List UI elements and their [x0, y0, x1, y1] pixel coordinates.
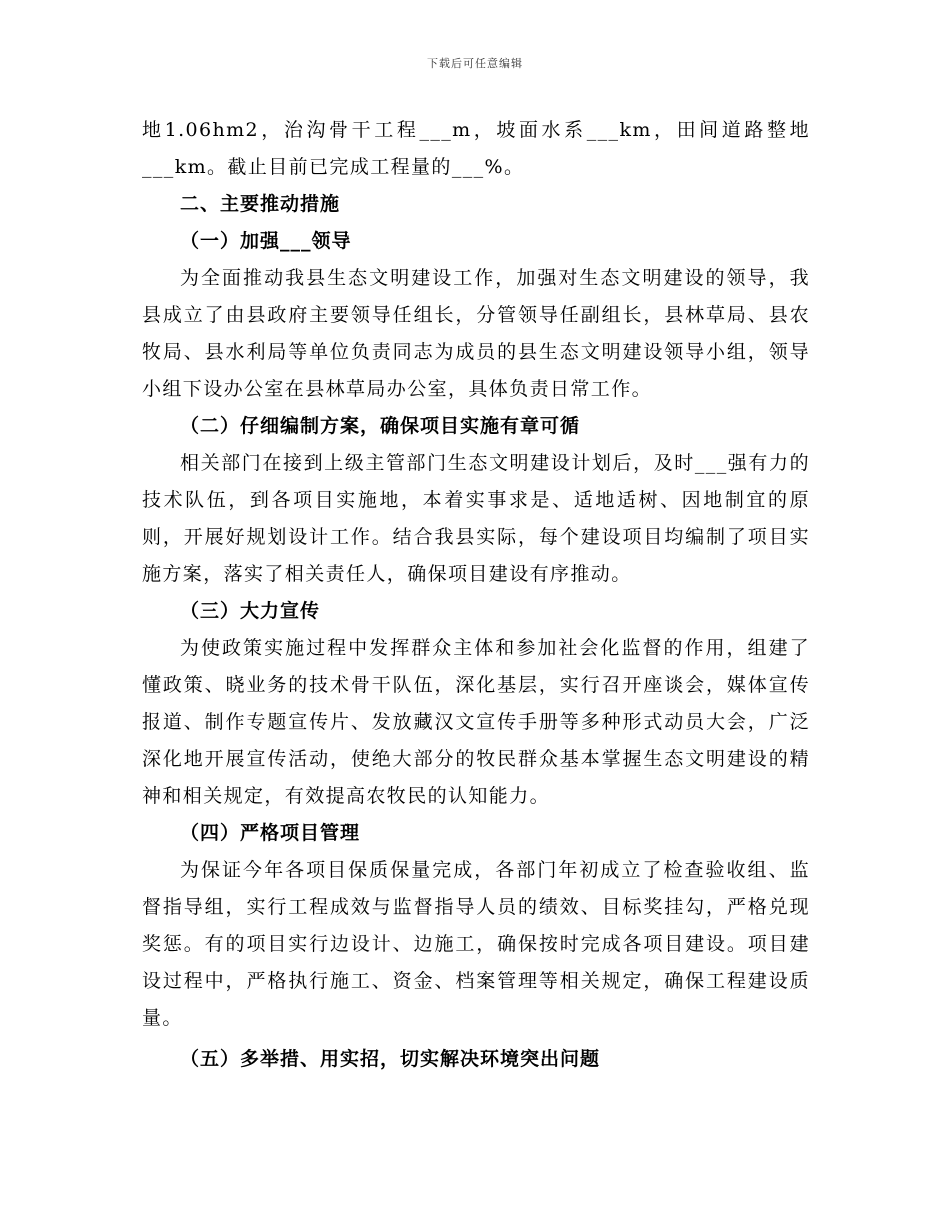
document-body	[142, 112, 810, 1078]
paragraph-leadership: 为全面推动我县生态文明建设工作，加强对生态文明建设的领导，我县成立了由县政府主要领导任组长，分管领导任副组长，县林草局、县农牧局、县水利局等单位负责同志为成员的县生态文明建设领导小组，领导小组下设办公室在县林草局办公室，具体负责日常工作。	[142, 267, 810, 400]
paragraph-continuation: 地1.06hm2，治沟骨干工程___m，坡面水系___km，田间道路整地___km。截止目前已完成工程量的___%。	[142, 119, 810, 178]
subheading-environment: （五）多举措、用实招，切实解决环境突出问题	[180, 1048, 601, 1070]
paragraph-planning: 相关部门在接到上级主管部门生态文明建设计划后，及时___强有力的技术队伍，到各项目实施地，本着实事求是、适地适树、因地制宜的原则，开展好规划设计工作。结合我县实际，每个建设项目均编制了项目实施方案，落实了相关责任人，确保项目建设有序推动。	[142, 452, 810, 585]
subheading-planning: （二）仔细编制方案，确保项目实施有章可循	[180, 415, 581, 437]
paragraph-management: 为保证今年各项目保质保量完成，各部门年初成立了检查验收组、监督指导组，实行工程成效与监督指导人员的绩效、目标奖挂勾，严格兑现奖惩。有的项目实行边设计、边施工，确保按时完成各项目建设。项目建设过程中，严格执行施工、资金、档案管理等相关规定，确保工程建设质量。	[142, 859, 810, 1029]
subheading-management: （四）严格项目管理	[180, 822, 361, 844]
paragraph-publicity: 为使政策实施过程中发挥群众主体和参加社会化监督的作用，组建了懂政策、晓业务的技术骨干队伍，深化基层，实行召开座谈会，媒体宣传报道、制作专题宣传片、发放藏汉文宣传手册等多种形式动员大会，广泛深化地开展宣传活动，使绝大部分的牧民群众基本掌握生态文明建设的精神和相关规定，有效提高农牧民的认知能力。	[142, 637, 810, 807]
section-heading-measures: 二、主要推动措施	[180, 193, 341, 215]
subheading-leadership: （一）加强___领导	[180, 230, 352, 252]
page-header: 下载后可任意编辑	[427, 57, 523, 70]
subheading-publicity: （三）大力宣传	[180, 600, 321, 622]
